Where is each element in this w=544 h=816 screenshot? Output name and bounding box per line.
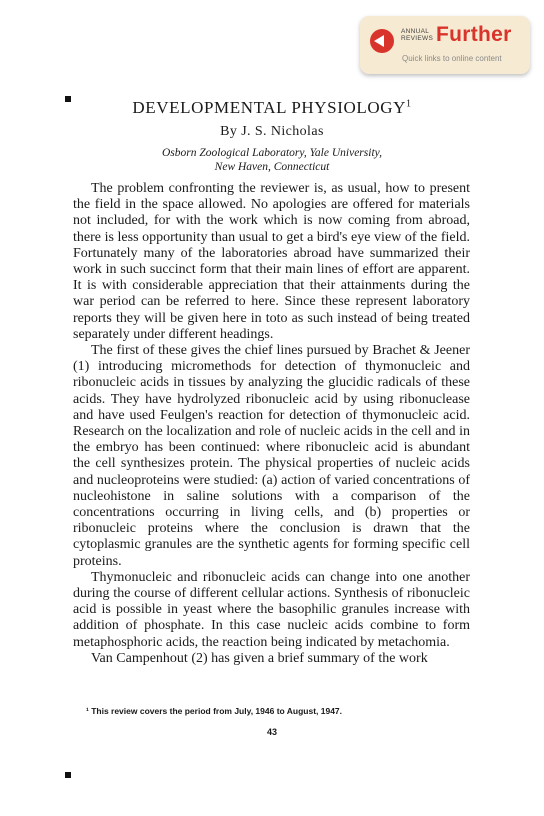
paragraph: The problem confronting the reviewer is, as usual, how to present the field in the space allowed. No apologies are offered for materials not included, for with the work which is now coming from abroad, there is less opportunity than usual to get a bird's eye view of the field. Fortunately many of the laboratories abroad have summarized their work in such succinct form that their main lines of effort are apparent. It is with considerable appreciation that their attainments during the war period can be referred to here. Since these represent laboratory reports they will be given here in toto as such instead of being treated separately under different headings. (73, 181, 470, 342)
further-links-badge[interactable] (360, 16, 530, 74)
footnote: ¹ This review covers the period from July, 1946 to August, 1947. (86, 706, 343, 716)
crop-mark-bottom (65, 772, 71, 778)
further-label: Further (436, 23, 512, 46)
badge-subtitle: Quick links to online content (402, 54, 502, 63)
title-footnote-marker: 1 (405, 98, 412, 110)
arrow-left-icon (370, 29, 394, 53)
paragraph: The first of these gives the chief lines pursued by Brachet & Jeener (1) introducing micromethods for detection of thymonucleic and ribonucleic acids in tissues by analyzing the glucidic radicals of these acids. They have hydrolyzed ribonucleic acid by using ribonuclease and have used Feulgen's reaction for detection of thymonucleic acid. Research on the localization and role of nucleic acids in the cell and in the embryo has been continued: where ribonucleic acid is abundant the cell synthesizes protein. The physical properties of nucleic acids and nucleoproteins were studied: (a) action of varied concentrations of nucleohistone in saline solutions with a comparison of the concentrations occurring in living cells, and (b) properties or ribonucleic proteins where the conclusion is drawn that the cytoplasmic granules are the synthetic agents for forming specific cell proteins. (73, 343, 470, 569)
annual-reviews-logo-text: ANNUAL REVIEWS (401, 28, 434, 42)
page-number: 43 (266, 727, 277, 737)
article-title: DEVELOPMENTAL PHYSIOLOGY$^1$ (132, 98, 412, 117)
paragraph: Van Campenhout (2) has given a brief summary of the work (91, 650, 428, 666)
affiliation-line-1: Osborn Zoological Laboratory, Yale University, (161, 147, 382, 159)
article-body (73, 181, 470, 667)
author-byline: By J. S. Nicholas (220, 124, 324, 139)
paragraph: Thymonucleic and ribonucleic acids can change into one another during the course of different cellular actions. Synthesis of ribonucleic acid is possible in yeast where the basophilic granules increase with addition of phosphate. In this case nucleic acids combine to form metaphosphoric acids, the reaction being indicated by metachomia. (73, 569, 470, 650)
affiliation-line-2: New Haven, Connecticut (214, 161, 330, 173)
